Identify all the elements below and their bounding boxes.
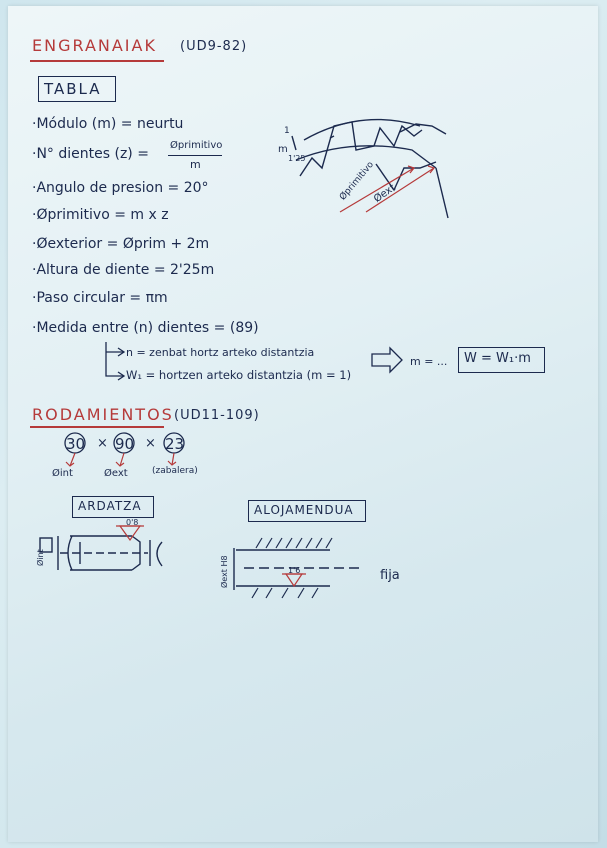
heading-bearings-title: RODAMIENTOS <box>32 405 174 424</box>
item-medida: ·Medida entre (n) dientes = (89) <box>32 320 259 336</box>
sub-n: n = zenbat hortz arteko distantzia <box>126 346 315 359</box>
bearing-code-ext: 90 <box>115 435 135 453</box>
times-1: × <box>97 436 108 451</box>
alojamendua-label: ALOJAMENDUA <box>254 503 354 517</box>
bearing-label-int: Øint <box>52 468 73 479</box>
ardatza-label: ARDATZA <box>78 499 142 513</box>
gear-prim-label: Øprimitivo <box>338 159 376 203</box>
sub-item-brackets <box>106 342 124 380</box>
shaft-tolerance-mark <box>116 526 144 540</box>
heading-bearings-ref: (UD11-109) <box>174 408 260 423</box>
ardatza-tol: 0'8 <box>126 518 139 527</box>
gear-ext-label: Øext <box>372 182 398 206</box>
item-angulo: ·Angulo de presion = 20° <box>32 180 209 196</box>
gear-m-label: m <box>278 144 288 155</box>
item-modulo: ·Módulo (m) = neurtu <box>32 116 184 132</box>
fraction-numerator: Øprimitivo <box>170 140 223 151</box>
bearing-code-int: 30 <box>66 435 86 453</box>
heading-gears-title: ENGRANAIAK <box>32 36 157 55</box>
alojamendua-side: Øext H8 <box>220 555 229 588</box>
bearing-label-ext: Øext <box>104 468 128 479</box>
item-paso: ·Paso circular = πm <box>32 290 168 306</box>
fija-label: fija <box>380 568 400 583</box>
sub-w: W₁ = hortzen arteko distantzia (m = 1) <box>126 368 352 382</box>
bearing-code-width: 23 <box>165 435 185 453</box>
item-prim: ·Øprimitivo = m x z <box>32 207 169 223</box>
bearing-code-arrows <box>66 453 176 466</box>
tabla-label: TABLA <box>44 80 102 98</box>
gear-sketch <box>292 120 448 218</box>
gear-radius-arrows <box>340 166 434 212</box>
bearing-label-width: (zabalera) <box>152 466 198 476</box>
housing-sketch <box>234 538 362 598</box>
item-n-dientes: ·N° dientes (z) = <box>32 146 149 162</box>
fraction-denominator: m <box>190 158 201 171</box>
formula-text: W = W₁·m <box>464 351 531 366</box>
gear-module-dim <box>292 136 296 150</box>
alojamendua-tol: 1'6 <box>288 566 301 575</box>
housing-tolerance-mark <box>282 574 306 586</box>
heading-gears-ref: (UD9-82) <box>180 39 248 54</box>
gear-pitch-arc <box>296 146 436 168</box>
ardatza-side: Øint <box>36 549 45 566</box>
gear-h-label: 1 <box>284 126 290 136</box>
bearing-code-circles <box>65 433 184 453</box>
gear-h225-label: 1'25 <box>288 154 306 163</box>
gear-outer-arc <box>304 120 420 140</box>
implies-arrow <box>372 348 402 372</box>
item-altura: ·Altura de diente = 2'25m <box>32 262 215 278</box>
item-ext: ·Øexterior = Øprim + 2m <box>32 236 210 252</box>
times-2: × <box>145 436 156 451</box>
arrow-result: m = ... <box>410 355 448 368</box>
shaft-sketch <box>40 536 162 570</box>
